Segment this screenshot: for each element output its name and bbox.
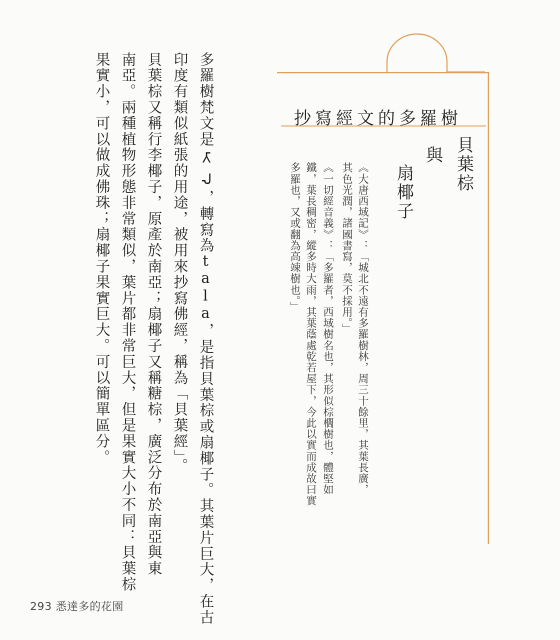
panel-term-3: 扇椰子 bbox=[393, 164, 413, 221]
panel-term-1: 貝葉棕 bbox=[453, 136, 473, 193]
panel-note-line-3: 《一切經音義》：「多羅者，西域樹名也，其形似棕櫚樹也，體堅如 bbox=[322, 162, 334, 495]
panel-note-line-2: 其色光潤，諸國書寫，莫不採用。」 bbox=[341, 162, 353, 335]
book-title: 悉達多的花園 bbox=[55, 600, 124, 613]
panel-term-2: 與 bbox=[422, 146, 442, 165]
panel-arc-ornament bbox=[385, 32, 485, 72]
body-column-1: 多羅樹梵文是𑀢𑀸𑀮，轉寫為tala，是指貝葉棕或扇椰子。其葉片巨大，在古 bbox=[197, 52, 214, 626]
panel-note-line-1: 《大唐西域記》：「城北不遠有多羅樹林，周三十餘里，其葉長廣， bbox=[357, 162, 369, 495]
body-column-3: 貝葉棕又稱行李椰子，原產於南亞；扇椰子又稱糖棕，廣泛分布於南亞與東 bbox=[145, 52, 162, 577]
body-column-2: 印度有類似紙張的用途，被用來抄寫佛經，稱為「貝葉經」。 bbox=[171, 52, 188, 475]
body-column-5: 果實小，可以做成佛珠；扇椰子果實巨大。可以簡單區分。 bbox=[93, 52, 110, 466]
page-number: 293 bbox=[30, 600, 52, 613]
panel-note-line-5: 多羅也，又或翻為高竦樹也。」 bbox=[289, 162, 301, 313]
page-footer bbox=[30, 598, 124, 614]
panel-note-line-4: 鐵，葉長稠密，縱多時大雨，其葉蔭處乾若屋下，今此以實而成故曰實 bbox=[305, 162, 317, 507]
panel-title: 抄寫經文的多羅樹 bbox=[294, 109, 462, 129]
body-column-4: 南亞。兩種植物形態非常類似，葉片都非常巨大，但是果實大小不同：貝葉棕 bbox=[119, 52, 136, 593]
